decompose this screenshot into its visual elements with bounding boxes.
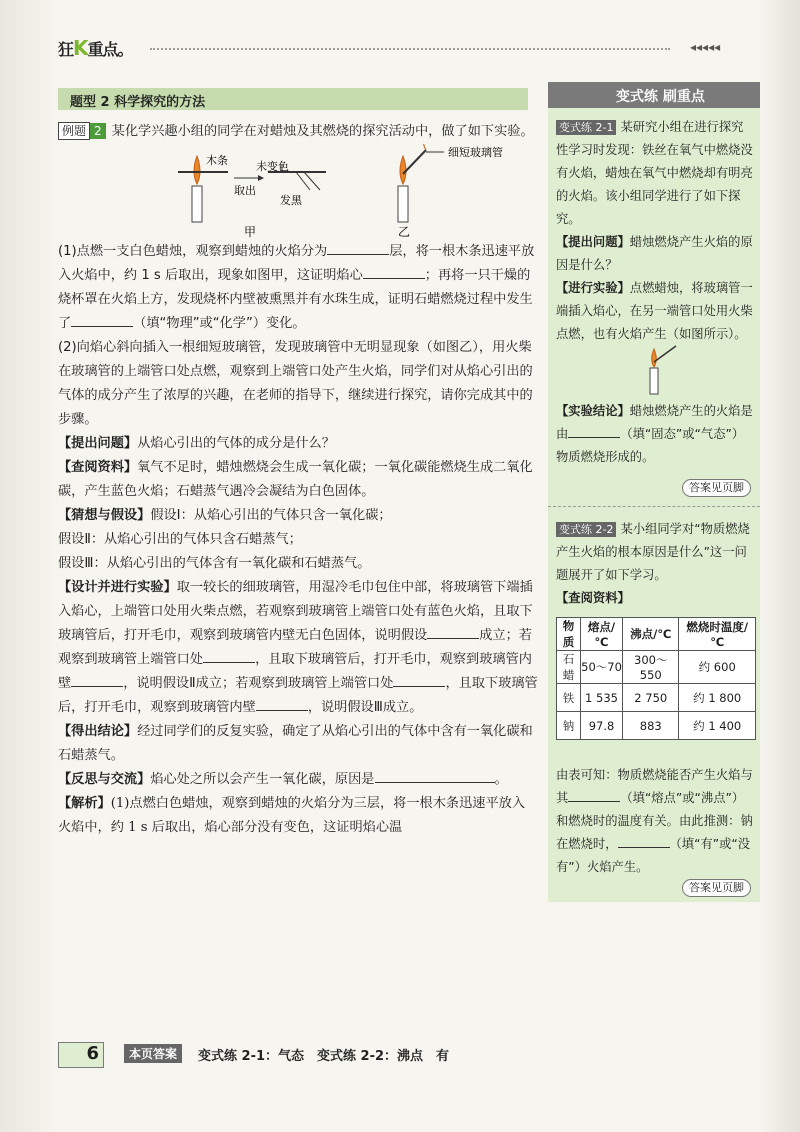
brand-logo: 狂K重点。 <box>58 36 133 60</box>
variant-2-1: 变式练 2-1 某研究小组在进行探究性学习时发现：铁丝在氧气中燃烧没有火焰，蜡烛在氧气中燃烧却有明亮的火焰。该小组同学进行了如下探究。 【提出问题】蜡烛燃烧产生火焰的原因是什么？ 【进行实验】点燃蜡烛，将玻璃管一端插入焰心，在另一端管口处用火柴点燃，也有火焰产生（如图所示）。 <box>556 120 753 341</box>
table-row: 石蜡 50～70 300～550 约 600 <box>557 651 756 684</box>
variant-tag-2: 变式练 2-2 <box>556 522 616 537</box>
side-panel-header <box>548 82 760 108</box>
candle-right <box>398 144 444 222</box>
blank-1[interactable] <box>327 240 389 255</box>
label-unchanged: 未变色 <box>256 160 289 173</box>
step-hypothesis: 【猜想与假设】假设Ⅰ：从焰心引出的气体只含一氧化碳； <box>58 508 392 523</box>
answer-text: 变式练 2-1：气态 变式练 2-2：沸点 有 <box>198 1049 450 1064</box>
blank-2[interactable] <box>363 264 425 279</box>
table-header: 沸点/℃ <box>623 618 679 651</box>
section-title: 题型 2 科学探究的方法 <box>70 95 206 110</box>
hypothesis-2: 假设Ⅱ：从焰心引出的气体只含石蜡蒸气； <box>58 532 302 547</box>
side-panel <box>548 82 760 902</box>
table-header: 物质 <box>557 618 581 651</box>
see-answer-1[interactable]: 答案见页脚 <box>682 476 751 497</box>
label-takeout: 取出 <box>234 184 256 197</box>
table-header: 燃烧时温度/℃ <box>679 618 756 651</box>
side-panel-title: 变式练 刷重点 <box>616 89 705 105</box>
step-design: 【设计并进行实验】取一较长的细玻璃管，用湿冷毛巾包住中部，将玻璃管下端插入焰心，上端管口处用火柴点燃，若观察到玻璃管上端管口处有蓝色火焰，且取下玻璃管后，打开毛巾，观察到玻璃管内壁无白色固体，说明假设 成立；若观察到玻璃管上端管口处 ，且取下玻璃管后，打开毛巾，观察到玻璃管内壁 ，说明假设Ⅱ成立；若观察到玻璃管上端管口处 ，且取下玻璃管后，打开毛巾，观察到玻璃管内壁 ，说明假设Ⅲ成立。 <box>58 580 538 715</box>
blank-5[interactable] <box>203 648 255 663</box>
blank-3[interactable] <box>71 312 133 327</box>
example-intro: 例题 2 某化学兴趣小组的同学在对蜡烛及其燃烧的探究活动中，做了如下实验。 <box>58 120 538 144</box>
side-blank-1[interactable] <box>568 423 620 438</box>
variant-tag-1: 变式练 2-1 <box>556 120 616 135</box>
blank-8[interactable] <box>256 696 308 711</box>
table-header: 熔点/℃ <box>580 618 622 651</box>
candle-diagram <box>58 144 538 240</box>
main-column <box>58 120 538 840</box>
blank-6[interactable] <box>71 672 123 687</box>
example-tag: 例题 <box>58 122 90 140</box>
experiment-figure <box>58 144 538 240</box>
header-arrows: ◂◂◂◂◂ <box>690 40 721 54</box>
header-divider <box>150 48 670 50</box>
blank-4[interactable] <box>427 624 479 639</box>
step-resources: 【查阅资料】氧气不足时，蜡烛燃烧会生成一氧化碳；一氧化碳能燃烧生成二氧化碳，产生蓝色火焰；石蜡蒸气遇冷会凝结为白色固体。 <box>58 460 533 499</box>
variant-2-2-text: 由表可知：物质燃烧能否产生火焰与其 （填“熔点”或“沸点”）和燃烧时的温度有关。由此推测：钠在燃烧时， （填“有”或“没有”）火焰产生。 <box>556 768 753 874</box>
blank-7[interactable] <box>393 672 445 687</box>
question-1: (1)点燃一支白色蜡烛，观察到蜡烛的火焰分为 层，将一根木条迅速平放入火焰中，约 1 s 后取出，现象如图甲，这证明焰心 ；再将一只干燥的烧杯罩在火焰上方，发现烧杯内壁被熏黑并有水珠生成，证明石蜡燃烧过程中发生了 （填“物理”或“化学”）变化。 <box>58 240 538 336</box>
label-wood: 木条 <box>206 154 228 167</box>
label-black: 发黑 <box>280 194 302 207</box>
variant-2-2: 变式练 2-2 某小组同学对“物质燃烧产生火焰的根本原因是什么”这一问题展开了如下学习。 【查阅资料】 <box>556 522 750 605</box>
step-reflection: 【反思与交流】焰心处之所以会产生一氧化碳，原因是 。 <box>58 768 538 792</box>
example-number: 2 <box>90 123 106 139</box>
table-row: 铁 1 535 2 750 约 1 800 <box>557 684 756 712</box>
caption-b: 乙 <box>398 225 411 239</box>
variant-figure <box>628 344 688 396</box>
footer <box>58 1042 758 1066</box>
step-conclusion: 【得出结论】经过同学们的反复实验，确定了从焰心引出的气体中含有一氧化碳和石蜡蒸气。 <box>58 724 533 763</box>
page-number: 6 <box>58 1042 104 1068</box>
caption-a: 甲 <box>244 225 257 239</box>
section-title-bar <box>58 88 528 110</box>
analysis: 【解析】(1)点燃白色蜡烛，观察到蜡烛的火焰分为三层，将一根木条迅速平放入火焰中，约 1 s 后取出，焰心部分没有变色，这证明焰心温 <box>58 796 526 835</box>
blank-9[interactable] <box>375 768 495 783</box>
hypothesis-3: 假设Ⅲ：从焰心引出的气体含有一氧化碳和石蜡蒸气。 <box>58 556 371 571</box>
answer-label: 本页答案 <box>124 1044 182 1063</box>
table-row: 钠 97.8 883 约 1 400 <box>557 712 756 740</box>
see-answer-2[interactable]: 答案见页脚 <box>682 876 751 897</box>
side-divider <box>548 506 760 507</box>
step-question: 【提出问题】从焰心引出的气体的成分是什么？ <box>58 436 335 451</box>
variant-2-1-conclusion: 【实验结论】蜡烛燃烧产生的火焰是由 （填“固态”或“气态”）物质燃烧形成的。 <box>556 404 753 464</box>
data-table <box>556 617 756 740</box>
side-blank-3[interactable] <box>618 833 670 848</box>
question-2: (2)向焰心斜向插入一根细短玻璃管，发现玻璃管中无明显现象（如图乙），用火柴在玻璃管的上端管口处点燃，观察到上端管口处产生火焰，同学们对从焰心引出的气体的成分产生了浓厚的兴趣，在老师的指导下，继续进行探究，请你完成其中的步骤。 <box>58 340 533 427</box>
label-glass-tube: 细短玻璃管 <box>448 146 503 159</box>
side-blank-2[interactable] <box>568 787 620 802</box>
table-header-row <box>557 618 756 651</box>
